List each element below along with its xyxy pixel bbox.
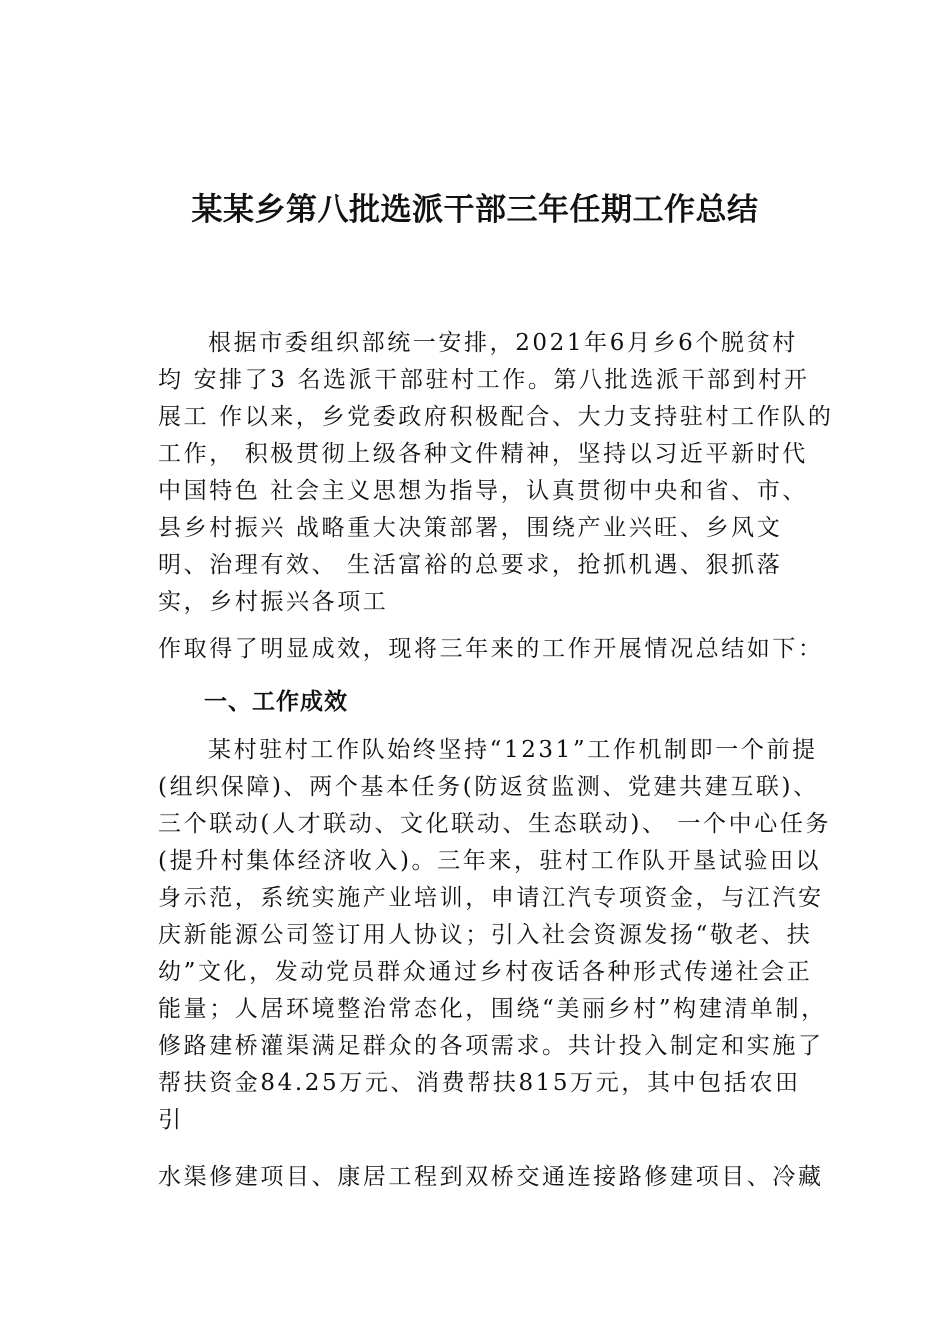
paragraph-line: 庆新能源公司签订用人协议；引入社会资源发扬“敬老、扶: [158, 922, 813, 948]
section-heading: 一、工作成效: [204, 689, 348, 715]
paragraph-line: 水渠修建项目、康居工程到双桥交通连接路修建项目、冷藏: [158, 1164, 824, 1190]
paragraph-line: 修路建桥灌渠满足群众的各项需求。共计投入制定和实施了: [158, 1033, 824, 1059]
document-title: 某某乡第八批选派干部三年任期工作总结: [191, 192, 759, 228]
paragraph-line: 三个联动(人才联动、文化联动、生态联动)、 一个中心任务: [158, 811, 832, 837]
paragraph-line: 展工 作以来，乡党委政府积极配合、大力支持驻村工作队的: [158, 404, 834, 430]
paragraph-line: 中国特色 社会主义思想为指导，认真贯彻中央和省、市、: [158, 478, 808, 504]
paragraph-line: 引: [158, 1107, 184, 1133]
paragraph-line: 实，乡村振兴各项工: [158, 589, 389, 615]
paragraph-line: 工作， 积极贯彻上级各种文件精神，坚持以习近平新时代: [158, 441, 808, 467]
paragraph-line: 帮扶资金84.25万元、消费帮扶815万元，其中包括农田: [158, 1070, 801, 1096]
paragraph-line: 幼”文化，发动党员群众通过乡村夜话各种形式传递社会正: [158, 959, 813, 985]
paragraph-line: 某村驻村工作队始终坚持“1231”工作机制即一个前提: [208, 737, 818, 763]
paragraph-line: 能量；人居环境整治常态化，围绕“美丽乡村”构建清单制，: [158, 996, 827, 1022]
paragraph-line: 根据市委组织部统一安排，2021年6月乡6个脱贫村: [208, 330, 798, 356]
paragraph-line: 县乡村振兴 战略重大决策部署，围绕产业兴旺、乡风文: [158, 515, 783, 541]
paragraph-line: 作取得了明显成效，现将三年来的工作开展情况总结如下：: [158, 636, 824, 662]
paragraph-line: (提升村集体经济收入)。三年来，驻村工作队开垦试验田以: [158, 848, 822, 874]
paragraph-line: (组织保障)、两个基本任务(防返贫监测、党建共建互联)、: [158, 774, 819, 800]
paragraph-line: 均 安排了3 名选派干部驻村工作。第八批选派干部到村开: [158, 367, 810, 393]
paragraph-line: 明、治理有效、 生活富裕的总要求，抢抓机遇、狠抓落: [158, 552, 783, 578]
paragraph-line: 身示范，系统实施产业培训，申请江汽专项资金，与江汽安: [158, 885, 824, 911]
